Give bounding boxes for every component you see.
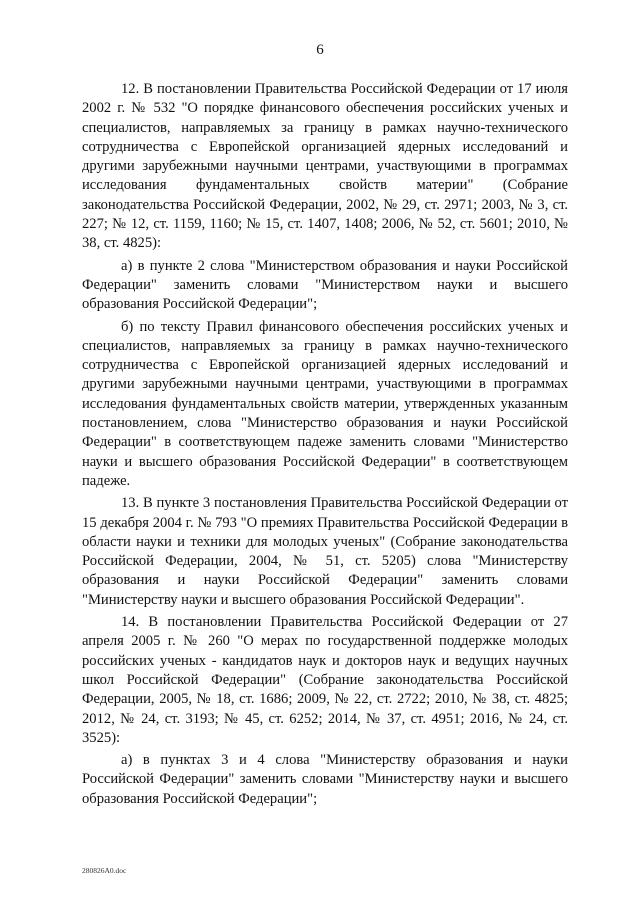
paragraph-subitem-12a: а) в пункте 2 слова "Министерством образования и науки Российской Федерации" заменить словами "Министерством науки и высшего образования Российской Федерации"; <box>82 257 568 313</box>
document-body <box>82 80 568 812</box>
paragraph-item-12: 12. В постановлении Правительства Российской Федерации от 17 июля 2002 г. № 532 "О порядке финансового обеспечения российских ученых и специалистов, направляемых за границу в рамках научно-технического сотрудничества с Европейской организацией ядерных исследований и другими зарубежными научными центрами, участвующими в программах исследования фундаментальных свойств материи" (Собрание законодательства Российской Федерации, 2002, № 29, ст. 2971; 2003, № 3, ст. 227; № 12, ст. 1159, 1160; № 15, ст. 1407, 1408; 2006, № 52, ст. 5601; 2010, № 38, ст. 4825): <box>82 81 568 252</box>
paragraph-subitem-12b: б) по тексту Правил финансового обеспечения российских ученых и специалистов, направляемых за границу в рамках научно-технического сотрудничества с Европейской организацией ядерных исследований и другими зарубежными научными центрами, участвующими в программах исследования фундаментальных свойств материи, утвержденных указанным постановлением, слова "Министерство образования и науки Российской Федерации" в соответствующем падеже заменить словами "Министерство науки и высшего образования Российской Федерации" в соответствующем падеже. <box>82 318 568 489</box>
document-file-code: 280826A0.doc <box>82 866 127 875</box>
paragraph-item-14: 14. В постановлении Правительства Российской Федерации от 27 апреля 2005 г. № 260 "О мерах по государственной поддержке молодых российских ученых - кандидатов наук и докторов наук и ведущих научных школ Российской Федерации" (Собрание законодательства Российской Федерации, 2005, № 18, ст. 1686; 2009, № 22, ст. 2722; 2010, № 38, ст. 4825; 2012, № 24, ст. 3193; № 45, ст. 6252; 2014, № 37, ст. 4951; 2016, № 24, ст. 3525): <box>82 614 568 746</box>
page-number: 6 <box>316 42 324 58</box>
paragraph-item-13: 13. В пункте 3 постановления Правительства Российской Федерации от 15 декабря 2004 г. № 793 "О премиях Правительства Российской Федерации в области науки и техники для молодых ученых" (Собрание законодательства Российской Федерации, 2004, № 51, ст. 5205) слова "Министерству образования и науки Российской Федерации" заменить словами "Министерству науки и высшего образования Российской Федерации". <box>82 495 568 608</box>
paragraph-subitem-14a: а) в пунктах 3 и 4 слова "Министерству образования и науки Российской Федерации" заменить словами "Министерству науки и высшего образования Российской Федерации"; <box>82 752 568 807</box>
